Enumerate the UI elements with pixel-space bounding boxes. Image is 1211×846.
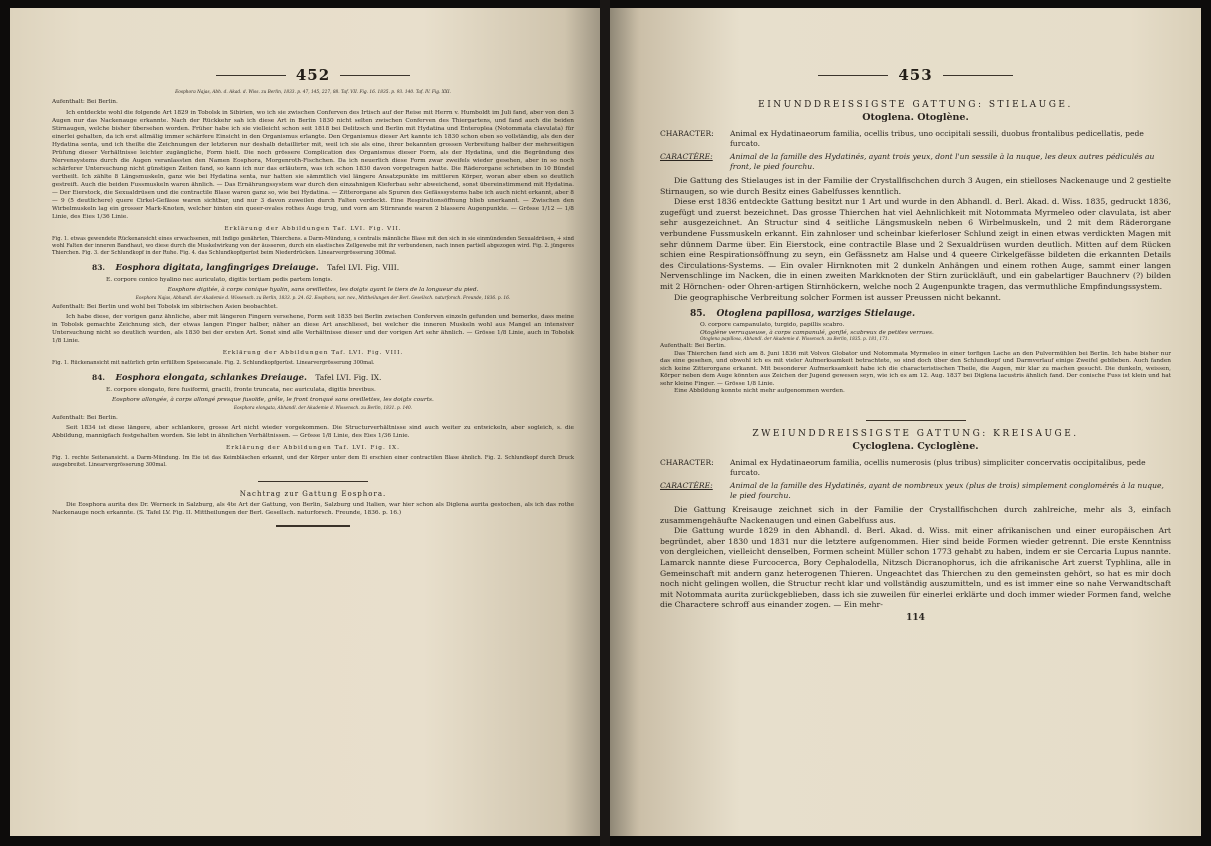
page-number-right: 453	[898, 66, 933, 84]
caractere-label: CARACTÈRE:	[660, 152, 713, 161]
genus-31-title: EINUNDDREISSIGSTE GATTUNG: STIELAUGE.	[758, 100, 1073, 110]
nachtrag-text: Die Eosphora aurita des Dr. Werneck in Salzburg, als 4te Art der Gattung, von Berlin, Salzburg und Italien, war hier schon als Diglena aurita gestochen, als ich das rothe Nackenauge noch erkannte. (S. Tafel LV. Fig. II. Mittheilungen der Berl. Gesellsch. naturforsch. Freunde, 1836. p. 16.)	[52, 501, 574, 516]
aufenthalt-2: Aufenthalt: Bei Berlin und wohl bei Tobolsk im sibirischen Asien beobachtet.	[52, 304, 278, 311]
caractere-french	[660, 152, 1171, 172]
caractere-text-2: Animal de la famille des Hydatinés, ayant de nombreux yeux (plus de trois) simplement conglomérés à la nuque, le pied fourchu.	[730, 481, 1164, 501]
species-85-number: 85.	[690, 309, 706, 320]
genus-32-title: ZWEIUNDDREISSIGSTE GATTUNG: KREISAUGE.	[752, 429, 1079, 440]
species-83-latin: E. corpore conico hyalino nec auriculato, digitis tertiam pedis partem longis.	[106, 276, 333, 283]
species-85-heading	[660, 309, 1171, 319]
paragraph-6: Die Gattung Kreisauge zeichnet sich in der Familie der Crystallfischchen durch zahlreiche, mehr als 3, einfach zusammengehäufte Nackenaugen und einen Gabelfuss aus.	[660, 505, 1171, 525]
character-label: CHARACTER:	[660, 458, 714, 468]
figure-explanation-3: Fig. 1. rechte Seitenansicht. a Darm-Mündung. Im Eie ist das Keimbläschen erkannt, und der Körper unter dem Ei erschien einer contractilen Blase ähnlich. Fig. 2. Schlundkopf durch Druck ausgebreitet. Linearvergrösserung 300mal.	[52, 454, 574, 468]
paragraph-1: Die Gattung des Stielauges ist in der Familie der Crystallfischchen durch 3 Augen, ein stielloses Nackenauge und 2 gestielte Stirnaugen, so wie durch Besitz eines Gabelfusses kenntlich.	[660, 176, 1171, 196]
figure-explanation-heading-3: Erklärung der Abbildungen Taf. LVI. Fig. IX.	[226, 444, 400, 451]
paragraph-4: Das Thierchen fand sich am 8. Juni 1836 mit Volvox Globator und Notommata Myrmeleo in einer torfigen Lache an den Pulvermühlen bei Berlin. Ich habe bisher nur das eine gesehen, und obwohl ich es mit vieler Aufmerksamkeit betrachtete, so sind doch über den Schlundkopf und Darmverlauf einige Zweifel geblieben. Auch fanden sich keine Zitterorgane erkannt. Mit besonderer Aufmerksamkeit habe ich die characteristischen Theile, die Augen, mir klar zu machen gesucht. Die dunkeln, weissen, Körper neben dem Auge könnten aus Zeichen der Jugend gewesen seyn, wie ich es am 12. Aug. 1837 bei Diglena lacustris ähnlich fand. Der conische Fuss ist klein und hat sehr kleine Finger. — Grösse 1/8 Linie.	[660, 350, 1171, 387]
species-83-citation: Eosphora Najas, Abhandl. der Akademie d. Wissensch. zu Berlin, 1833. p. 24. 62. Eosphora, var. nov., Mittheilungen der Berl. Gesellsch. naturforsch. Freunde, 1836. p. 16.	[135, 295, 511, 301]
character-latin	[660, 129, 1171, 149]
character-text-2: Animal ex Hydatinaeorum familia, ocellis numerosis (plus tribus) simpliciter concervatis occipitalibus, pede furcato.	[730, 458, 1146, 478]
header-rule-right	[340, 75, 410, 76]
end-rule-left	[276, 525, 350, 527]
header-citation: Eosphora Najas, Abh. d. Akad. d. Wiss. zu Berlin, 1833. p. 47, 145, 227, 88. Taf. VII. Fig. 16. 1835. p. 93. 140. Taf. IV. Fig. XXI.	[175, 90, 451, 95]
species-84-name: Eosphora elongata, schlankes Dreiauge.	[115, 373, 307, 384]
species-83-heading	[52, 263, 574, 273]
species-84-french: Eosphore allongée, à corps allongé presque fusoïde, grêle, le front tronqué sans oreillettes, les doigts courts.	[112, 397, 434, 404]
figure-explanation-heading-2: Erklärung der Abbildungen Taf. LVI. Fig. VIII.	[222, 350, 404, 357]
section-divider	[258, 481, 368, 482]
caractere-label: CARACTÈRE:	[660, 481, 713, 491]
species-83-number: 83.	[92, 262, 106, 272]
section-divider	[866, 420, 966, 421]
book-gutter	[600, 0, 610, 846]
header-rule-left	[216, 75, 286, 76]
paragraph-3: Seit 1834 ist diese längere, aber schlankere, grosse Art nicht wieder vorgekommen. Die Structurverhältnisse sind auch weiter zu entwickeln, aber sogleich, s. die Abbildung, mannigfach festgehalten worden. Sie lebt in ähnlichen Verhältnissen. — Grösse 1/8 Linie, des Eies 1/36 Linie.	[52, 424, 574, 439]
caractere-french-2	[660, 481, 1171, 501]
species-85-name: Otoglena papillosa, warziges Stielauge.	[716, 309, 916, 320]
species-85-citation: Otoglena papillosa, Abhandl. der Akademie d. Wissensch. zu Berlin, 1835. p. 181, 171.	[700, 337, 889, 343]
caractere-text: Animal de la famille des Hydatinés, ayant trois yeux, dont l'un sessile à la nuque, les deux autres pédiculés au front, le pied fourchu.	[730, 152, 1155, 171]
paragraph-3: Die geographische Verbreitung solcher Formen ist ausser Preussen nicht bekannt.	[674, 292, 1002, 302]
left-page	[10, 8, 600, 836]
species-83-name: Eosphora digitata, langfingriges Dreiauge.	[115, 262, 319, 273]
figure-explanation-2: Fig. 1. Rückenansicht mit natürlich grün erfülltem Speisecanale. Fig. 2. Schlundkopfgerüst. Linearvergrösserung 300mal.	[52, 360, 375, 367]
nachtrag-title: Nachtrag zur Gattung Eosphora.	[239, 489, 387, 498]
character-text: Animal ex Hydatinaeorum familia, ocellis tribus, uno occipitali sessili, duobus frontalibus pedicellatis, pede furcato.	[730, 129, 1144, 148]
genus-31-subtitle: Otoglena. Otoglène.	[862, 112, 969, 123]
character-label: CHARACTER:	[660, 129, 714, 138]
species-84-number: 84.	[92, 373, 106, 383]
species-85-french: Otoglène verruqueuse, à corps campanulé, gonflé, scabreux de petites verrues.	[700, 329, 934, 336]
species-83-french: Eosphore digitée, à corps conique hyalin, sans oreillettes, les doigts ayant le tiers de la longueur du pied.	[167, 286, 479, 293]
species-84-heading	[52, 373, 574, 383]
species-85-latin: O. corpore campanulato, turgido, papillis scabro.	[700, 322, 845, 329]
paragraph-7: Die Gattung wurde 1829 in den Abhandl. d. Berl. Akad. d. Wiss. mit einer afrikanischen und einer europäischen Art begründet, aber 1830 und 1831 nur die letztere aufgenommen. Hier sind beide Formen wieder getrennt. Die erste Kenntniss von dergleichen, vielleicht denselben, Formen scheint Müller schon 1773 gehabt zu haben, indem er sie Cercaria Lupus nannte. Lamarck nannte diese Furcocerca, Bory Cephalodella, Nitzsch Dicranophorus, ich die afrikanische Art zuerst Typhlina, alle in Gemeinschaft mit andern ganz heterogenen Thieren. Ungeachtet das Thierchen zu den gemeinsten gehört, so hat es mir doch noch nicht gelingen wollen, die Structur recht klar und vollständig auszumitteln, und es ist immer eine so nahe Verwandtschaft mit Notommata aurita zurückgeblieben, dass ich sie zuweilen für einerlei erklärte und doch immer wieder Formen fand, welche die Charactere schroff aus einander zogen. — Ein mehr-	[660, 526, 1171, 610]
paragraph-2: Ich habe diese, der vorigen ganz ähnliche, aber mit längeren Fingern versehene, Form seit 1835 bei Berlin zwischen Conferven einzeln gefunden und bemerke, dass meine in Tobolsk gemachte Zeichnung sich, der etwas langen Finger halber, näher an diese Art anschliesst, bei welcher die inneren Muskeln wohl aus Mangel an intensiver Untersuchung nicht so deutlich wurden, als 1830 bei der ersten Art. Sonst sind alle Verhältnisse dieser und der vorigen Art sehr ähnlich. — Grösse 1/8 Linie, auch in Tobolsk 1/8 Linie.	[52, 314, 574, 345]
left-page-header	[52, 66, 574, 84]
paragraph-2: Diese erst 1836 entdeckte Gattung besitzt nur 1 Art und wurde in den Abhandl. d. Berl. Akad. d. Wiss. 1835, gedruckt 1836, zugefügt und zuerst bezeichnet. Das grosse Thierchen hat viel Aehnlichkeit mit Notommata Myrmeleo oder clavulata, ist aber sehr ausgezeichnet. An Structur sind 4 seitliche Längsmuskeln neben 6 Wirbelmuskeln, und 2 mit dem Räderorgane verbundene Fussmuskeln erkannt. Ein zahnloser und scheinbar kieferloser Schlund zeigt in einen etwas verdickten Magen mit sehr dünnem Darme über. Ein Eierstock, eine contractile Blase und 2 Sexualdrüsen wurden deutlich. Mitten auf dem Rücken schien eine Respirationsöffnung zu seyn, ein Gefässnetz am Halse und 4 queere Cirkelgefässe bildeten die erkannten Details des Circulations-Systems. — Ein ovaler Hirnknoten mit 2 dunkeln Anhängen und einem rothen Auge, sammt einer langen Nervenschlinge im Nacken, die in einen zweiten Markknoten der Stirn zurückläuft, und ein gabelartiger Bauchnerv (?) bilden mit 2 Hörnchen- oder Ohren-artigen Stirnhöckern, welche noch 2 Augenpunkte tragen, das vermuthliche Empfindungssystem.	[660, 197, 1171, 291]
signature-mark: 114	[906, 613, 925, 623]
species-83-plate: Tafel LVI. Fig. VIII.	[327, 262, 400, 272]
figure-explanation-heading-1: Erklärung der Abbildungen Taf. LVI. Fig. VII.	[224, 225, 402, 232]
character-latin-2	[660, 458, 1171, 478]
page-number-left: 452	[295, 66, 331, 84]
paragraph-1: Ich entdeckte wohl die folgende Art 1829 in Tobolsk in Sibirien, wo ich sie zwischen Conferven des Irtisch auf der Reise mit Herrn v. Humboldt im Juli fand, aber von den 3 Augen nur das Nackenauge erkannte. Nach der Rückkehr sah ich diese Art in Berlin 1830 nicht selten zwischen Conferven des Thiergartens, und fand auch die beiden Stirnaugen, welche bisher übersehen worden. Früher habe ich sie vielleicht schon seit 1818 bei Delitzsch und Berlin mit Hydatina und Enteroplea (Notommata clavulata) für einerlei gehalten, da ich erst allmälig immer schärfere Einsicht in den Organismus erlangte. Den Organismus dieser Art kannte ich 1830 schon eben so vollständig, als den der Hydatina senta, und ich theilte die Zeichnungen der letzteren nur deshalb detaillirter mit, weil ich sie als eine, ihrer bekannten grossen Verbreitung halber der mehrseitigen Prüfung dieser Verhältnisse leichter zugängliche, Form hielt. Die noch grössere Complication des Organismus dieser Form, als der Hydatina, und die Begründung des Nervensystems durch die Augen veranlassten den Namen Eosphora, Morgenroth-Fischchen. Da ich neuerlich diese Form zwar zweifels wieder gesehen, aber in so noch schärferer Untersuchung nicht günstigen Zeiten fand, so kann ich nur das erläutern, was ich schon 1830 davon vorgetragen hatte. Die Räderorgane schrieben in 10 Bündel vertheilt. Ich zählte 8 Längsmuskeln, ganz wie bei Hydatina senta, nur hatten sie sämmtlich viel längere Ansatzpunkte im mittleren Körper, woran aber eben so deutlich gestreift. Auch die beiden Fussmuskeln waren ähnlich. — Das Ernährungssystem war durch den einzahnigen Kieferbau sehr abweichend, sonst übereinstimmend mit Hydatina. — Der Eierstock, die Sexualdrüsen und die contractile Blase waren ganz so, wie bei Hydatina. — Zitterorgane als Spuren des Gefässsystems habe ich auch nicht erkannt, aber 8 — 9 (5 deutlichere) quere Cirkel-Gefässe waren sichtbar, und nur 3 davon zuweilen durch Falten verdeckt. Eine Respirationsöffnung blieb unerkannt. — Zwischen den Wirbelmuskeln lag ein grosser Mark-Knoten, welcher hinten ein queer-ovales rothes Auge trug, und vorn am Stirnrande waren 2 blassere Augenpunkte. — Grösse 1/12 — 1/8 Linie, des Eies 1/36 Linie.	[52, 109, 574, 220]
species-84-latin: E. corpore elongato, fere fusiformi, gracili, fronte truncata, nec auriculata, digitis brevibus.	[106, 387, 376, 394]
paragraph-5: Eine Abbildung konnte nicht mehr aufgenommen werden.	[674, 388, 845, 395]
figure-explanation-1: Fig. 1. etwas gewendete Rückenansicht eines erwachsenen, mit Indigo genährten, Thierchens. a Darm-Mündung, s centralis männliche Blase mit den sich in sie einmündenden Sexualdrüsen, + sind wohl Falten der inneren Bandhaut, wo diese durch die Muskelwirkung von der äusseren, durch ein elastisches Zellgewebe mit ihr verbundenen, nach innen partiell abgezogen wird. Fig. 2. jüngeres Thierchen. Fig. 3. der Schlundkopf in der Ruhe. Fig. 4. das Schlundkopfgerüst beim Niederdrücken. Linearvergrösserung 300mal.	[52, 235, 574, 256]
aufenthalt-1: Aufenthalt: Bei Berlin.	[52, 98, 118, 105]
species-84-plate: Tafel LVI. Fig. IX.	[315, 373, 382, 383]
header-rule-right	[943, 75, 1013, 76]
species-84-citation: Eosphora elongata, Abhandl. der Akademie d. Wissensch. zu Berlin, 1831. p. 140.	[233, 406, 413, 412]
right-page	[610, 8, 1201, 836]
right-page-header	[660, 66, 1171, 84]
aufenthalt-3: Aufenthalt: Bei Berlin.	[52, 414, 118, 421]
genus-32-subtitle: Cycloglena. Cycloglène.	[852, 441, 979, 453]
aufenthalt: Aufenthalt: Bei Berlin.	[660, 342, 726, 349]
header-rule-left	[818, 75, 888, 76]
